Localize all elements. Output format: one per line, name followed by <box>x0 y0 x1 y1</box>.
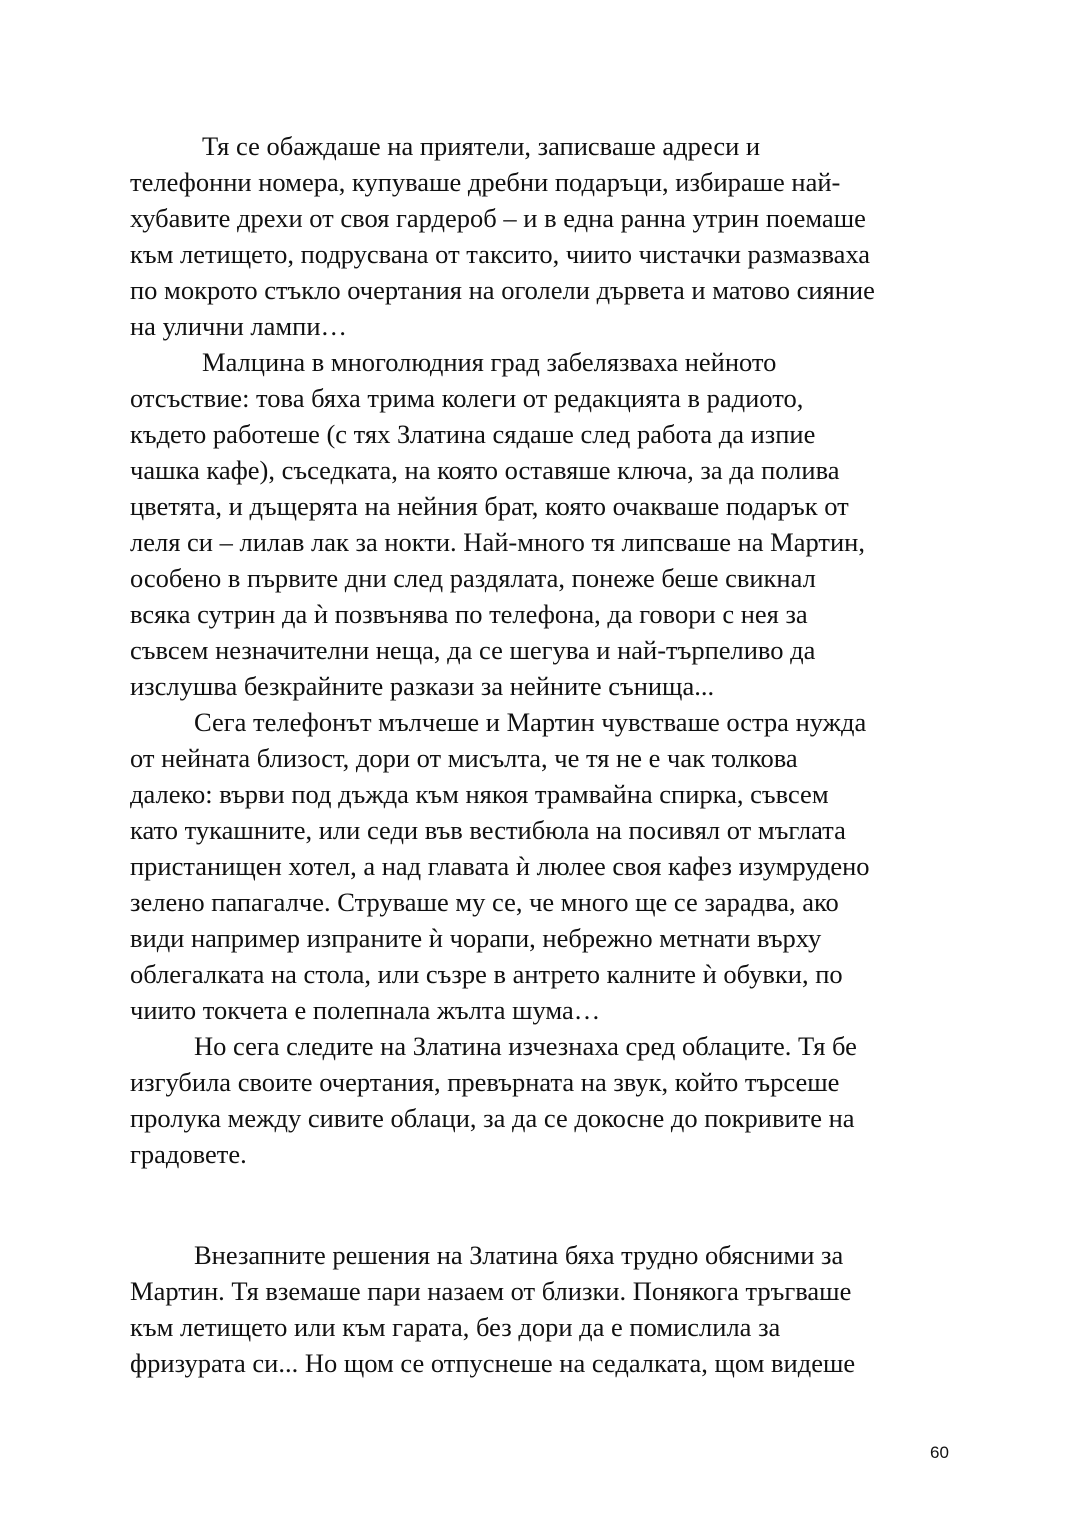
paragraph-5 <box>130 1237 960 1381</box>
text-line: градовете. <box>130 1139 247 1169</box>
text-line: всяка сутрин да ѝ позвънява по телефона, да говори с нея за <box>130 599 808 629</box>
text-line: особено в първите дни след раздялата, понеже беше свикнал <box>130 563 816 593</box>
text-line: пристанищен хотел, а над главата ѝ люлее своя кафез изумрудено <box>130 851 870 881</box>
text-line: Малцина в многолюдния град забелязваха нейното <box>202 347 777 377</box>
page-number: 60 <box>930 1443 949 1462</box>
text-line: към летището, подрусвана от таксито, чиито чистачки размазваха <box>130 239 871 269</box>
text-line: телефонни номера, купуваше дребни подаръци, избираше най- <box>130 167 841 197</box>
text-line: Мартин. Тя вземаше пари назаем от близки. Понякога тръгваше <box>130 1276 852 1306</box>
text-line: изгубила своите очертания, превърната на звук, който търсеше <box>130 1067 840 1097</box>
text-line: отсъствие: това бяха трима колеги от редакцията в радиото, <box>130 383 804 413</box>
text-block-section-2 <box>130 1237 960 1381</box>
text-line: към летището или към гарата, без дори да е помислила за <box>130 1312 781 1342</box>
text-line: на улични лампи… <box>130 311 347 341</box>
text-line: като тукашните, или седи във вестибюла на посивял от мъглата <box>130 815 846 845</box>
text-line: пролука между сивите облаци, за да се докосне до покривите на <box>130 1103 855 1133</box>
text-line: Сега телефонът мълчеше и Мартин чувстваше остра нужда <box>194 707 867 737</box>
text-line: Но сега следите на Златина изчезнаха сред облаците. Тя бе <box>194 1031 857 1061</box>
text-line: леля си – лилав лак за нокти. Най-много тя липсваше на Мартин, <box>130 527 865 557</box>
text-line: по мокрото стъкло очертания на оголели дървета и матово сияние <box>130 275 875 305</box>
text-block-main <box>130 128 960 1172</box>
paragraph-4 <box>130 1028 960 1172</box>
text-line: цветята, и дъщерята на нейния брат, която очакваше подарък от <box>130 491 849 521</box>
text-line: чашка кафе), съседката, на която оставяше ключа, за да полива <box>130 455 840 485</box>
text-line: изслушва безкрайните разкази за нейните сънища... <box>130 671 715 701</box>
text-line: от нейната близост, дори от мисълта, че тя не е чак толкова <box>130 743 798 773</box>
text-line: където работеше (с тях Златина сядаше след работа да изпие <box>130 419 816 449</box>
paragraph-2 <box>130 344 960 704</box>
text-line: Тя се обаждаше на приятели, записваше адреси и <box>202 131 761 161</box>
text-line: хубавите дрехи от своя гардероб – и в една ранна утрин поемаше <box>130 203 866 233</box>
text-line: фризурата си... Но щом се отпуснеше на седалката, щом видеше <box>130 1348 856 1378</box>
text-line: съвсем незначителни неща, да се шегува и най-търпеливо да <box>130 635 816 665</box>
text-line: далеко: върви под дъжда към някоя трамвайна спирка, съвсем <box>130 779 829 809</box>
text-line: Внезапните решения на Златина бяха трудно обясними за <box>194 1240 844 1270</box>
text-line: облегалката на стола, или съзре в антрето калните ѝ обувки, по <box>130 959 843 989</box>
text-line: види например изпраните ѝ чорапи, небрежно метнати върху <box>130 923 822 953</box>
text-line: зелено папагалче. Струваше му се, че много ще се зарадва, ако <box>130 887 839 917</box>
text-line: чиито токчета е полепнала жълта шума… <box>130 995 601 1025</box>
paragraph-3 <box>130 704 960 1028</box>
paragraph-1 <box>130 128 960 344</box>
